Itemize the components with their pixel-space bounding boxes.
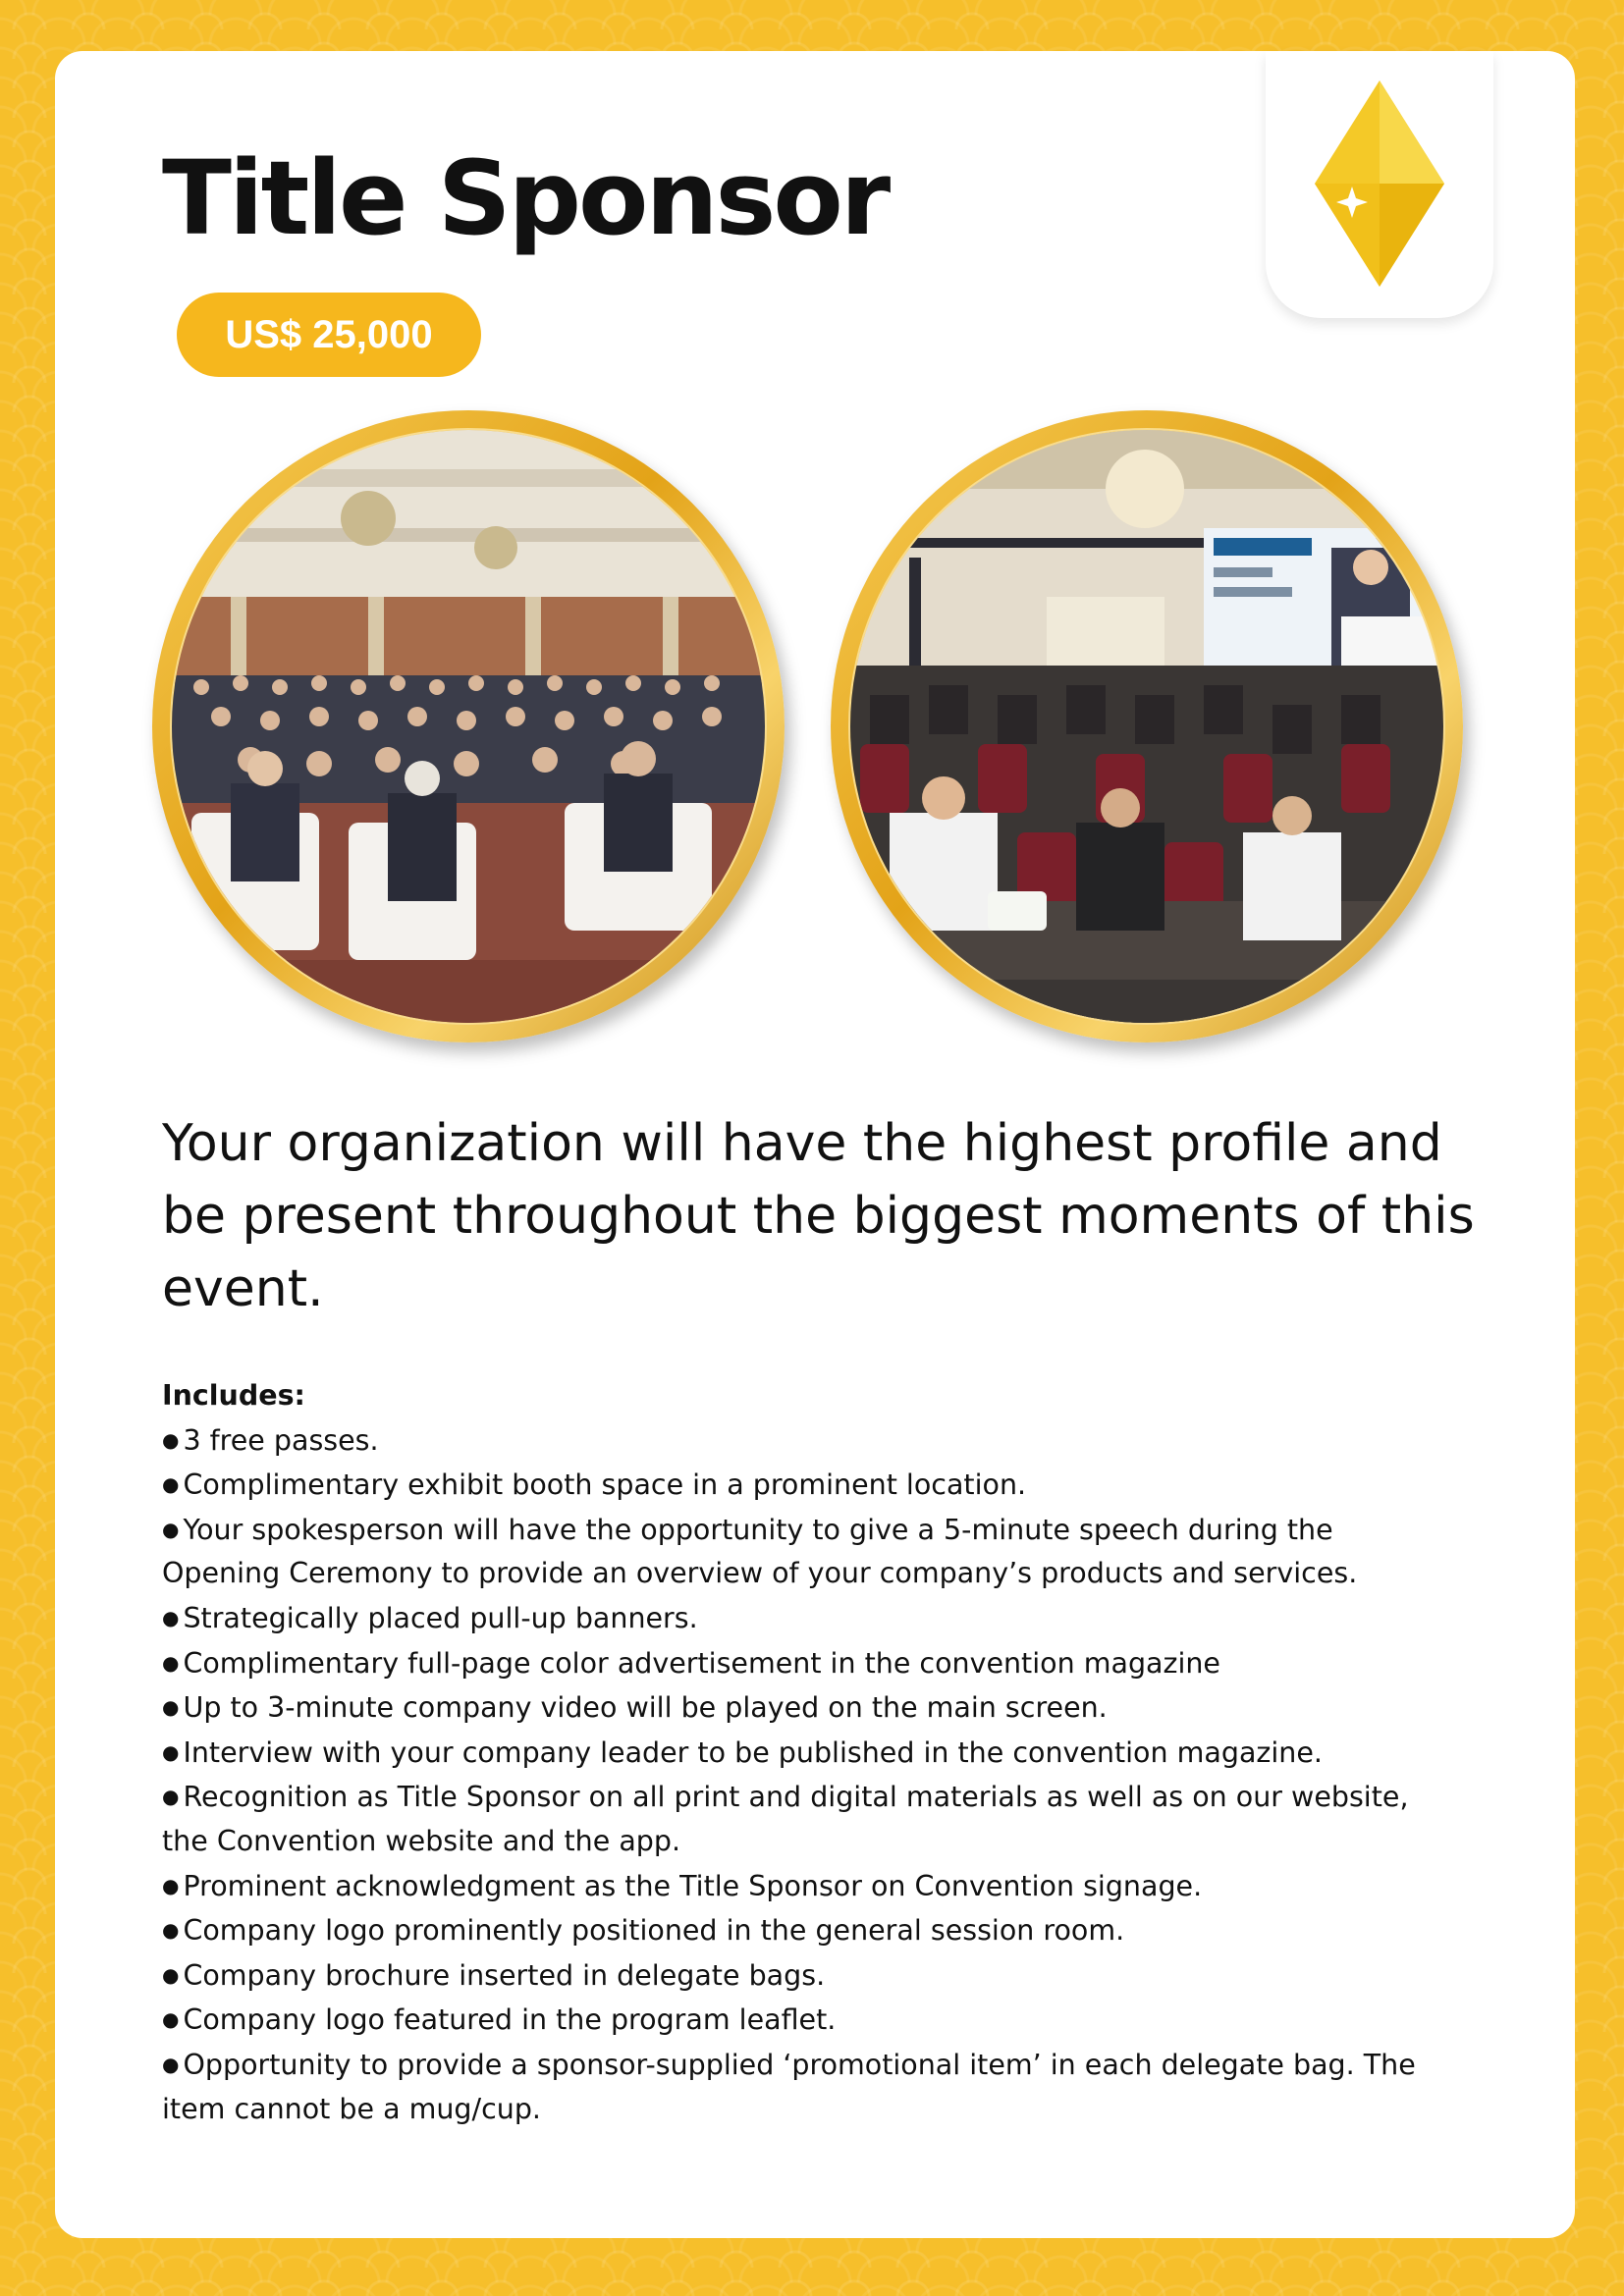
includes-list [162,1418,1438,2132]
list-item: ● Company logo featured in the program leaflet. [162,1998,1438,2043]
badge-tab [1266,51,1493,318]
price-badge: US$ 25,000 [177,293,481,377]
list-item: ● Up to 3-minute company video will be played on the main screen. [162,1685,1438,1731]
list-item: ● Company logo prominently positioned in the general session room. [162,1908,1438,1953]
list-item: ● Interview with your company leader to be published in the convention magazine. [162,1731,1438,1776]
list-item: ● Recognition as Title Sponsor on all print and digital materials as well as on our website, the Convention website and the app. [162,1775,1438,1863]
conference-audience-photo [152,410,785,1042]
list-item: ● Prominent acknowledgment as the Title Sponsor on Convention signage. [162,1864,1438,1909]
list-item: ● Complimentary full-page color advertisement in the convention magazine [162,1641,1438,1686]
list-item: ● Complimentary exhibit booth space in a prominent location. [162,1463,1438,1508]
headline-text: Your organization will have the highest profile and be present throughout the biggest moments of this event. [162,1114,1475,1318]
list-item: ● 3 free passes. [162,1418,1438,1464]
page-title: Title Sponsor [162,138,889,258]
list-item: ● Company brochure inserted in delegate bags. [162,1953,1438,1999]
diamond-gem-icon [1315,80,1444,287]
list-item: ● Opportunity to provide a sponsor-supplied ‘promotional item’ in each delegate bag. The item cannot be a mug/cup. [162,2043,1438,2131]
list-item: ● Your spokesperson will have the opportunity to give a 5-minute speech during the Opening Ceremony to provide an overview of your company’s products and services. [162,1508,1438,1596]
conference-speaker-photo [831,410,1463,1042]
includes-heading: Includes: [162,1379,305,1412]
includes-section [162,1374,1438,2131]
list-item: ● Strategically placed pull-up banners. [162,1596,1438,1641]
